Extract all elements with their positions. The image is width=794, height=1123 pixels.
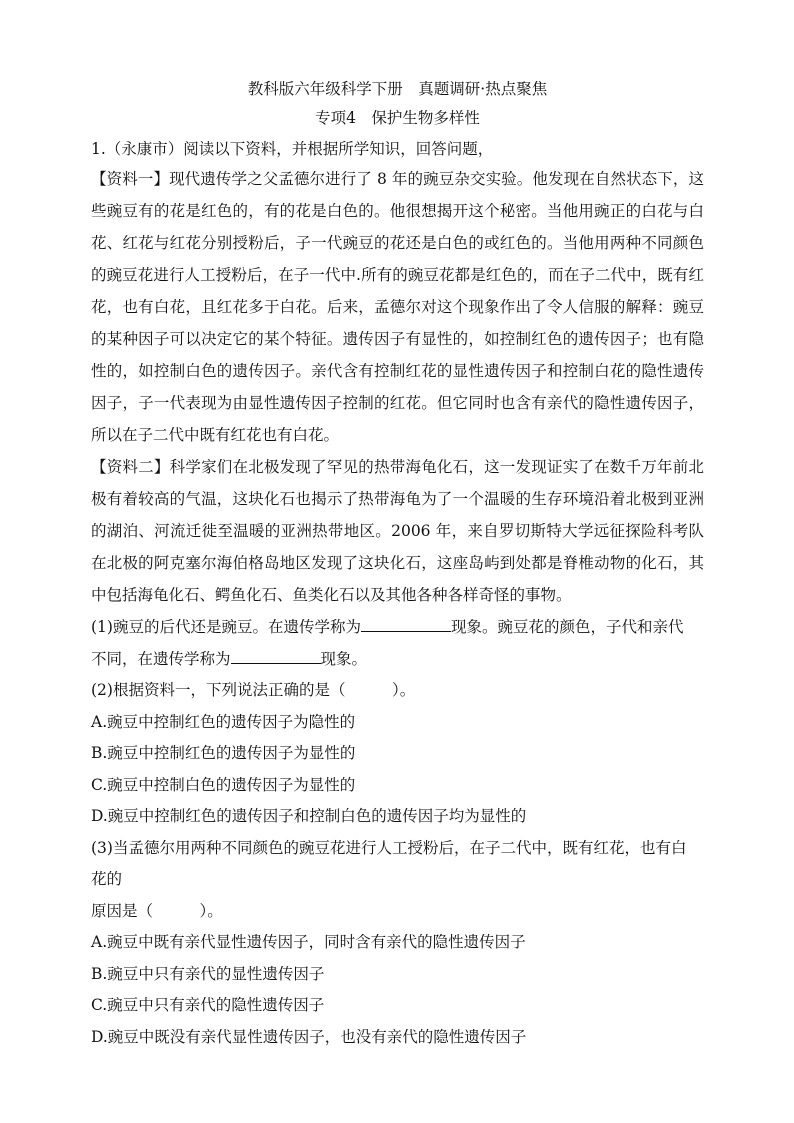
sub-question-3-stem-line2: 花的 [91, 870, 123, 888]
sub-question-3-stem-line3: 原因是（ ）。 [91, 901, 223, 920]
answer-blank-2[interactable] [231, 645, 321, 664]
sub-question-1-line1 [91, 611, 704, 643]
sub2-option-c: C.豌豆中控制白色的遗传因子为显性的 [91, 775, 356, 794]
answer-blank-1[interactable] [361, 613, 451, 632]
sub1-text-c: 不同，在遗传学称为 [91, 650, 231, 668]
sub-question-3-stem-line1: (3)当孟德尔用两种不同颜色的豌豆花进行人工授粉后，在子二代中，既有红花，也有白 [91, 838, 687, 857]
sub3-option-d: D.豌豆中既没有亲代显性遗传因子，也没有亲代的隐性遗传因子 [91, 1027, 527, 1046]
sub2-option-d: D.豌豆中控制红色的遗传因子和控制白色的遗传因子均为显性的 [91, 807, 527, 825]
page-subtitle: 专项4 保护生物多样性 [315, 109, 480, 127]
material-one-tag: 【资料一】 [91, 170, 170, 188]
sub2-option-a: A.豌豆中控制红色的遗传因子为隐性的 [91, 712, 356, 731]
sub1-text-a: (1)豌豆的后代还是豌豆。在遗传学称为 [91, 618, 361, 636]
material-two-tag: 【资料二】 [91, 458, 170, 476]
sub2-option-b: B.豌豆中控制红色的遗传因子为显性的 [91, 744, 356, 762]
sub1-text-d: 现象。 [320, 650, 368, 668]
material-two-text: 科学家们在北极发现了罕见的热带海龟化石，这一发现证实了在数千万年前北极有着较高的气温，这块化石也揭示了热带海龟为了一个温暖的生存环境沿着北极到亚洲的湖泊、河流迁徙至温暖的亚洲热带地区。2006 年，来自罗切斯特大学远征探险科考队在北极的阿克塞尔海伯格岛地区发现了这块化石，这座岛屿到处都是脊椎动物的化石，其中包括海龟化石、鳄鱼化石、鱼类化石以及其他各种各样奇怪的事物。 [91, 458, 704, 604]
sub3-option-c: C.豌豆中只有亲代的隐性遗传因子 [91, 996, 325, 1014]
sub3-option-a: A.豌豆中既有亲代显性遗传因子，同时含有亲代的隐性遗传因子 [91, 933, 526, 951]
question-intro: 1.（永康市）阅读以下资料，并根据所学知识，回答问题， [91, 140, 494, 158]
material-one [91, 163, 704, 451]
sub3-option-b: B.豌豆中只有亲代的显性遗传因子 [91, 964, 325, 983]
sub1-text-b: 现象。豌豆花的颜色，子代和亲代 [450, 618, 684, 636]
page-title: 教科版六年级科学下册 真题调研·热点聚焦 [247, 80, 548, 98]
sub-question-1-line2 [91, 643, 704, 675]
material-two [91, 451, 704, 611]
material-one-text: 现代遗传学之父孟德尔进行了 8 年的豌豆杂交实验。他发现在自然状态下，这些豌豆有的花是红色的，有的花是白色的。他很想揭开这个秘密。当他用豌正的白花与白花、红花与红花分别授粉后，子一代豌豆的花还是白色的或红色的。当他用两种不同颜色的豌豆花进行人工授粉后，在子一代中.所有的豌豆花都是红色的，而在子二代中，既有红花，也有白花，且红花多于白花。后来，孟德尔对这个现象作出了令人信服的解释：豌豆的某种因子可以决定它的某个特征。遗传因子有显性的，如控制红色的遗传因子；也有隐性的，如控制白色的遗传因子。亲代含有控制红花的显性遗传因子和控制白花的隐性遗传因子，子一代表现为由显性遗传因子控制的红花。但它同时也含有亲代的隐性遗传因子，所以在子二代中既有红花也有白花。 [91, 170, 704, 444]
sub-question-2-stem: (2)根据资料一，下列说法正确的是（ ）。 [91, 681, 416, 699]
